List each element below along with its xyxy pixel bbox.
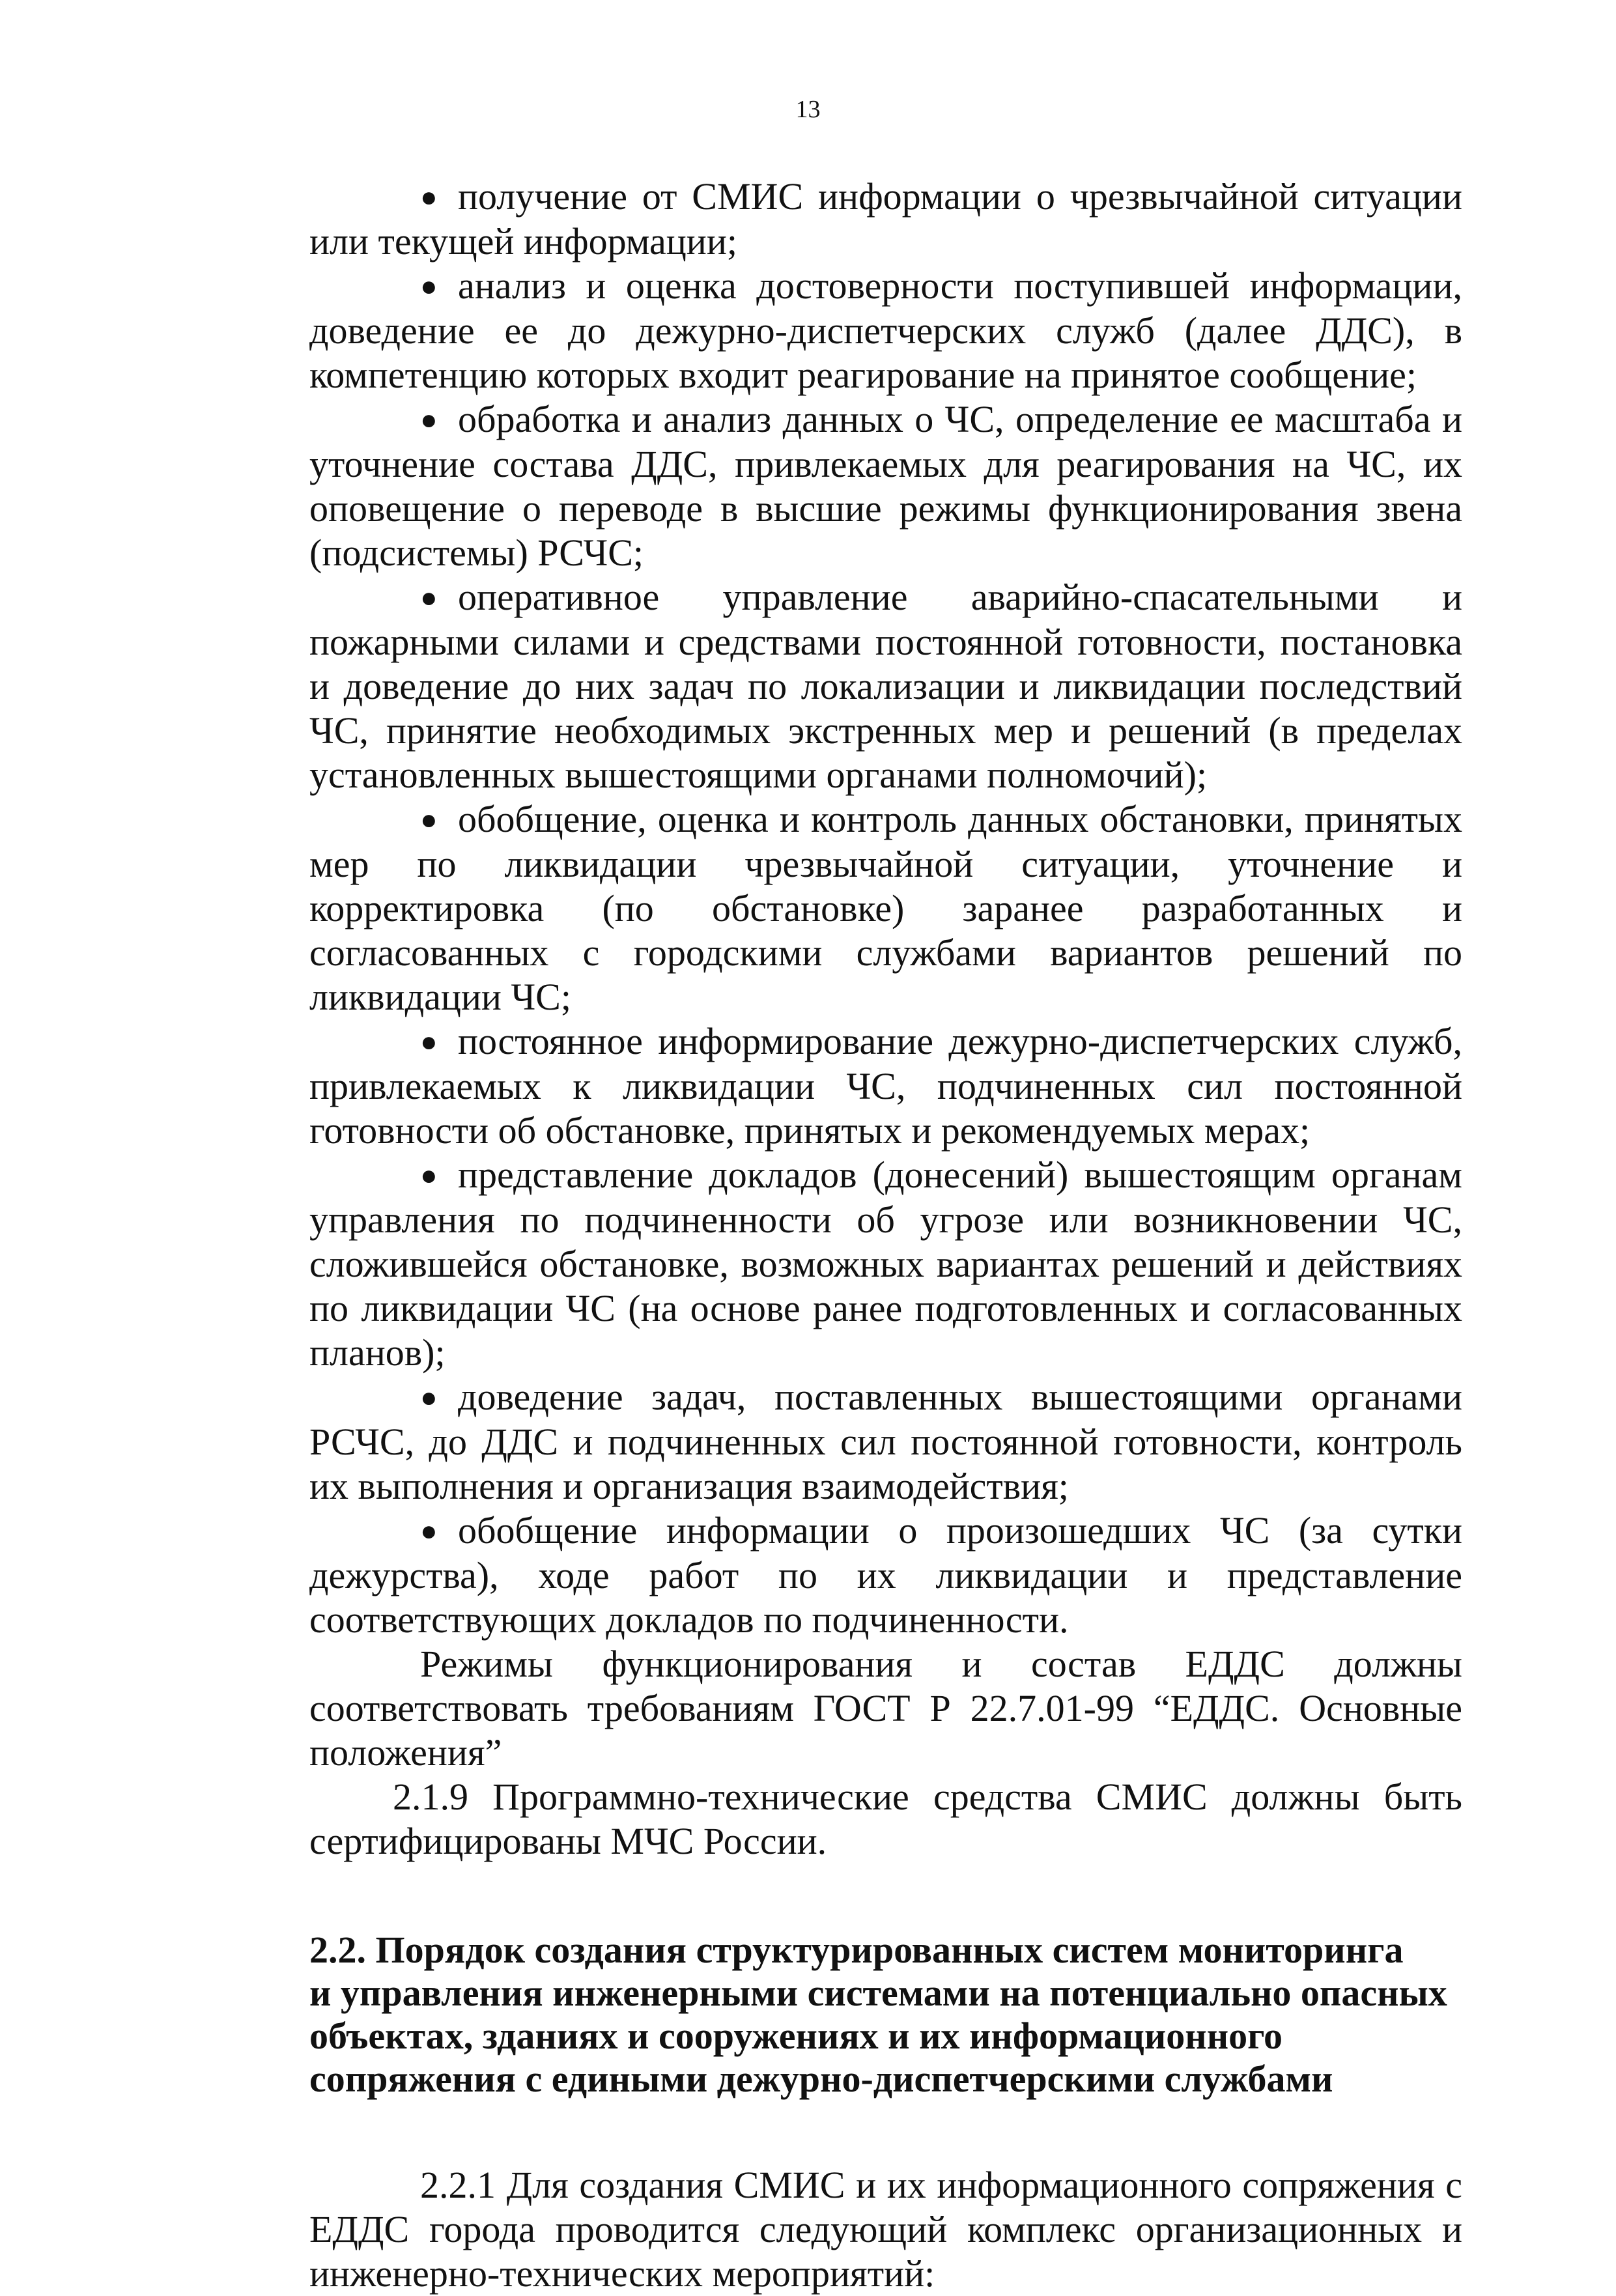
list-item-text: анализ и оценка достоверности поступившей информации, доведение ее до дежурно-диспетчерских служб (далее ДДС), в компетенцию которых входит реагирование на принятое сообщение;: [309, 264, 1462, 396]
bullet-dot-icon: ●: [420, 1515, 438, 1547]
list-item: [309, 1019, 1462, 1153]
bullet-dot-icon: ●: [420, 404, 438, 436]
list-item: [309, 1375, 1462, 1509]
list-item: [309, 175, 1462, 264]
section-heading-line: и управления инженерными системами на потенциально опасных: [309, 1972, 1447, 2014]
list-item: [309, 264, 1462, 397]
paragraph-modes: Режимы функционирования и состав ЕДДС должны соответствовать требованиям ГОСТ Р 22.7.01-99 “ЕДДС. Основные положения”: [309, 1643, 1462, 1774]
list-item: [309, 575, 1462, 797]
list-item-text: доведение задач, поставленных вышестоящими органами РСЧС, до ДДС и подчиненных сил постоянной готовности, контроль их выполнения и организация взаимодействия;: [309, 1376, 1462, 1507]
bullet-dot-icon: ●: [420, 582, 438, 614]
section-heading-line: 2.2. Порядок создания структурированных систем мониторинга: [309, 1929, 1404, 1971]
bullet-dot-icon: ●: [420, 1159, 438, 1191]
bullet-dot-icon: ●: [420, 804, 438, 836]
list-item: [309, 797, 1462, 1019]
list-item-text: оперативное управление аварийно-спасательными и пожарными силами и средствами постоянной готовности, постановка и доведение до них задач по локализации и ликвидации последствий ЧС, принятие необходимых экстренных мер и решений (в пределах установленных вышестоящими органами полномочий);: [309, 576, 1462, 796]
paragraph-clause-2-1-9: 2.1.9 Программно-технические средства СМИС должны быть сертифицированы МЧС России.: [309, 1776, 1462, 1862]
bullet-dot-icon: ●: [420, 1026, 438, 1058]
section-heading-line: объектах, зданиях и сооружениях и их информационного: [309, 2015, 1283, 2057]
document-body: [309, 175, 1462, 2296]
list-item-text: обработка и анализ данных о ЧС, определение ее масштаба и уточнение состава ДДС, привлекаемых для реагирования на ЧС, их оповещение о переводе в высшие режимы функционирования звена (подсистемы) РСЧС;: [309, 398, 1462, 574]
list-item-text: представление докладов (донесений) вышестоящим органам управления по подчиненности об угрозе или возникновении ЧС, сложившейся обстановке, возможных вариантах решений и действиях по ликвидации ЧС (на основе ранее подготовленных и согласованных планов);: [309, 1154, 1462, 1374]
list-item-text: постоянное информирование дежурно-диспетчерских служб, привлекаемых к ликвидации ЧС, подчиненных сил постоянной готовности об обстановке, принятых и рекомендуемых мерах;: [309, 1020, 1462, 1152]
list-item: [309, 1153, 1462, 1375]
bullet-dot-icon: ●: [420, 270, 438, 302]
list-item: [309, 397, 1462, 575]
list-item-text: получение от СМИС информации о чрезвычайной ситуации или текущей информации;: [309, 175, 1462, 262]
page-number: 13: [795, 96, 821, 123]
list-item: [309, 1509, 1462, 1642]
list-item-text: обобщение, оценка и контроль данных обстановки, принятых мер по ликвидации чрезвычайной ситуации, уточнение и корректировка (по обстановке) заранее разработанных и согласованных с городскими службами вариантов решений по ликвидации ЧС;: [309, 798, 1462, 1018]
list-item-text: обобщение информации о произошедших ЧС (за сутки дежурства), ходе работ по их ликвидации и представление соответствующих докладов по подчиненности.: [309, 1509, 1462, 1641]
section-heading-line: сопряжения с едиными дежурно-диспетчерскими службами: [309, 2058, 1333, 2100]
bullet-dot-icon: ●: [420, 1382, 438, 1413]
section-heading: [309, 1929, 1462, 2101]
paragraph-clause-2-2-1: 2.2.1 Для создания СМИС и их информационного сопряжения с ЕДДС города проводится следующий комплекс организационных и инженерно-технических мероприятий:: [309, 2164, 1462, 2295]
bullet-dot-icon: ●: [420, 181, 438, 213]
